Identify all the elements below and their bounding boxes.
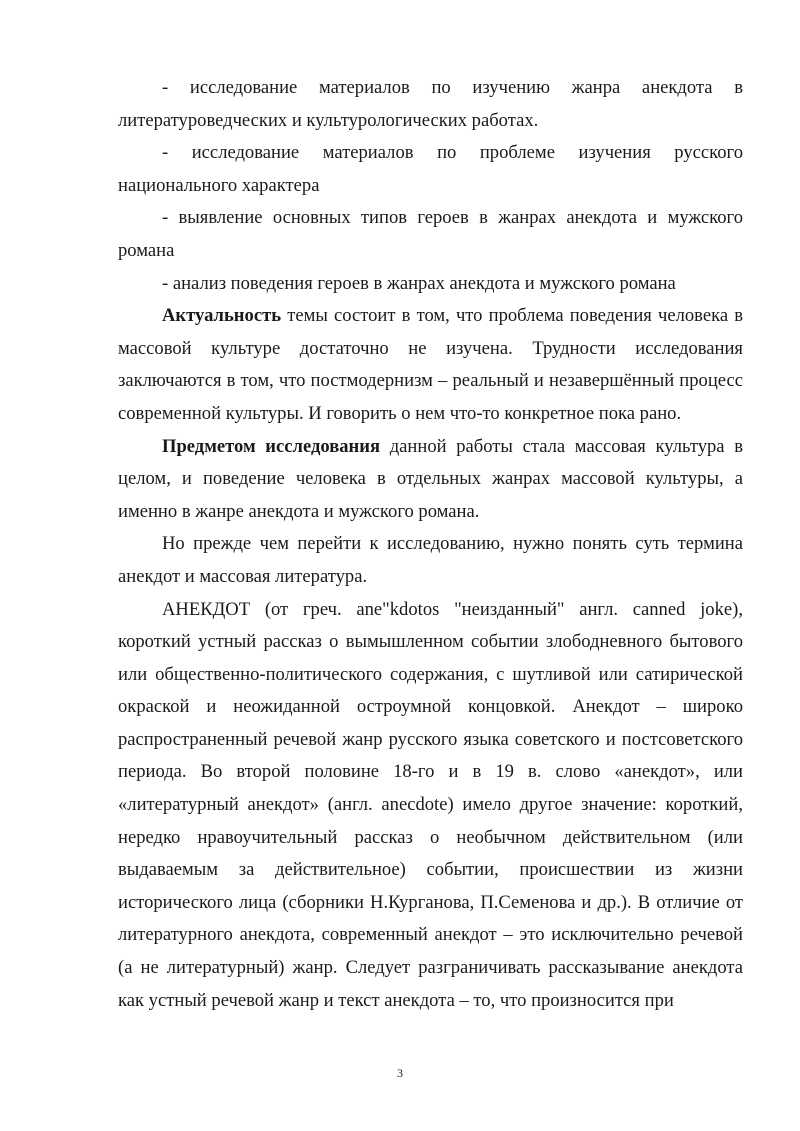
page-number: 3 <box>397 1066 403 1080</box>
paragraph-text: - анализ поведения героев в жанрах анекдота и мужского романа <box>162 272 676 294</box>
subject-heading: Предметом исследования <box>162 435 381 457</box>
paragraph-text: - выявление основных типов героев в жанрах анекдота и мужского романа <box>118 207 743 261</box>
body-text <box>118 72 743 1017</box>
relevance-heading: Актуальность <box>162 305 282 327</box>
paragraph-task-4 <box>118 268 743 301</box>
paragraph-text: данной работы стала массовая культура в целом, и поведение человека в отдельных жанрах массовой культуры, а именно в жанре анекдота и мужского романа. <box>118 435 743 522</box>
paragraph-text: АНЕКДОТ (от греч. ane"kdotos "неизданный" англ. canned joke), короткий устный рассказ о вымышленном событии злободневного бытового или общественно-политического содержания, с шутливой или сатирической окраской и неожиданной остроумной концовкой. Анекдот – широко распространенный речевой жанр русского языка советского и постсоветского периода. Во второй половине 18-го и в 19 в. слово «анекдот», или «литературный анекдот» (англ. anecdote) имело другое значение: короткий, нередко нравоучительный рассказ о необычном действительном (или выдаваемым за действительное) событии, происшествии из жизни исторического лица (сборники Н.Курганова, П.Семенова и др.). В отличие от литературного анекдота, современный анекдот – это исключительно речевой (а не литературный) жанр. Следует разграничивать рассказывание анекдота как устный речевой жанр и текст анекдота – то, что произносится при <box>118 598 743 1011</box>
paragraph-text: темы состоит в том, что проблема поведения человека в массовой культуре достаточно не изучена. Трудности исследования заключаются в том, что постмодернизм – реальный и незавершённый процесс современной культуры. И говорить о нем что-то конкретное пока рано. <box>118 305 743 424</box>
paragraph-text: - исследование материалов по изучению жанра анекдота в литературоведческих и культурологических работах. <box>118 77 743 131</box>
paragraph-intro <box>118 528 743 593</box>
paragraph-task-1 <box>118 72 743 137</box>
paragraph-task-2 <box>118 137 743 202</box>
paragraph-relevance <box>118 300 743 430</box>
paragraph-task-3 <box>118 202 743 267</box>
paragraph-definition <box>118 594 743 1018</box>
paragraph-text: Но прежде чем перейти к исследованию, нужно понять суть термина анекдот и массовая литература. <box>118 533 743 587</box>
paragraph-text: - исследование материалов по проблеме изучения русского национального характера <box>118 142 743 196</box>
paragraph-subject <box>118 431 743 529</box>
